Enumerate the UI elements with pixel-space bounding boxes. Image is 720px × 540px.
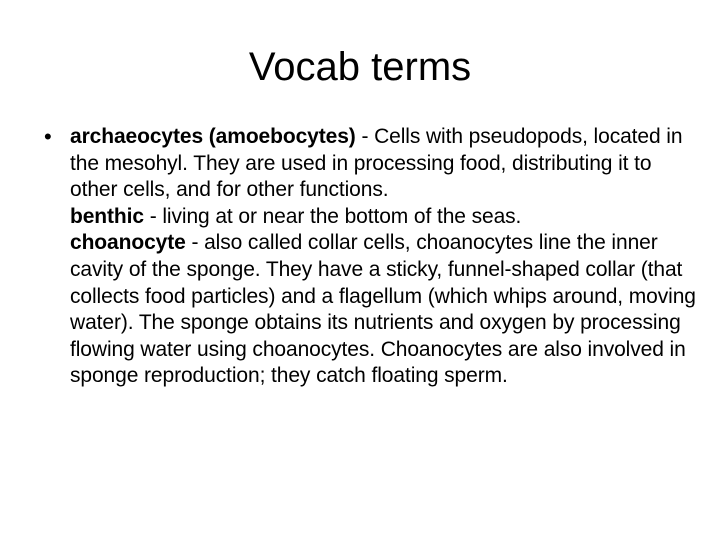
slide-content <box>44 124 704 390</box>
vocab-term: choanocyte <box>70 231 186 255</box>
vocab-entry-benthic <box>70 204 704 231</box>
bullet-icon: • <box>44 124 52 149</box>
slide-title: Vocab terms <box>248 45 472 89</box>
vocab-term: benthic <box>70 204 144 228</box>
vocab-entry-choanocyte <box>70 230 704 390</box>
vocab-term: archaeocytes (amoebocytes) <box>70 125 356 148</box>
vocab-definition: - Cells with pseudopods, located in the mesohyl. They are used in processing food, distributing it to other cells, and for other functions. <box>70 125 683 202</box>
bullet-item <box>44 124 704 390</box>
vocab-definition: - also called collar cells, choanocytes line the inner cavity of the sponge. They have a sticky, funnel-shaped collar (that collects food particles) and a flagellum (which whips around, moving water). The sponge obtains its nutrients and oxygen by processing flowing water using choanocytes. Choanocytes are also involved in sponge reproduction; they catch floating sperm. <box>70 231 696 388</box>
vocab-definition: - living at or near the bottom of the seas. <box>143 204 522 228</box>
vocab-list <box>70 124 704 390</box>
vocab-entry-archaeocytes <box>70 124 704 204</box>
